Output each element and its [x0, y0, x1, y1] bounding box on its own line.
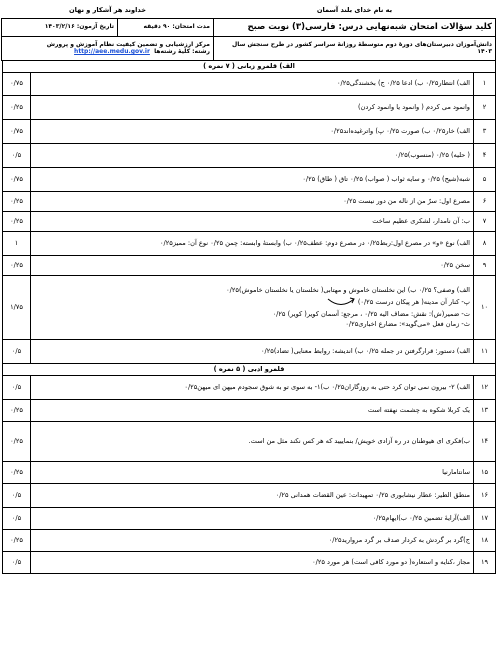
- page-title: کلید سؤالات امتحان شبه‌نهایی درس: فارسی(۳) نوبت صبح: [214, 18, 496, 36]
- score-cell: ۰/۵: [3, 507, 31, 529]
- score-cell: ۰/۵: [3, 143, 31, 167]
- center-block: [1, 36, 213, 60]
- website-link[interactable]: http://aee.medu.gov.ir: [74, 48, 150, 55]
- score-cell: ۰/۲۵: [3, 211, 31, 231]
- question-number: ۸: [474, 231, 496, 255]
- answer-key-sheet: [2, 2, 496, 642]
- question-number: ۴: [474, 143, 496, 167]
- arrow-curve-icon: [326, 296, 356, 308]
- question-number: ۵: [474, 167, 496, 191]
- question-number: ۱۲: [474, 375, 496, 399]
- question-number: ۱۴: [474, 421, 496, 461]
- sec-2-table: [2, 363, 496, 574]
- question-number: ۲: [474, 95, 496, 119]
- students-line: دانش‌آموزان دبیرستان‌های دورهٔ دوم متوسطهٔ روزانهٔ سراسر کشور در طرح سنجش سال ۱۴۰۳: [214, 36, 496, 60]
- answer-text: الف)آرایهٔ تضمین ۰/۲۵ ب)ایهام۰/۲۵: [31, 507, 474, 529]
- field-label: رشته: کلیهٔ رشته‌ها: [154, 48, 210, 55]
- answer-line: ث- زمان فعل «می‌گوید»: مضارع اخباری۰/۲۵: [345, 320, 470, 329]
- basmala: به نام خدای بلند آسمان: [316, 5, 393, 14]
- answer-line: ت- ضمیر(ش): نقش: مضاف الیه ۰/۲۵ ، مرجع: آسمان کویر( کویر) ۰/۲۵: [272, 309, 470, 318]
- score-cell: ۰/۷۵: [3, 119, 31, 143]
- score-cell: ۰/۲۵: [3, 399, 31, 421]
- exam-duration: مدت امتحان: ۹۰ دقیقه: [118, 18, 214, 36]
- score-cell: ۰/۲۵: [3, 191, 31, 211]
- question-number: ۷: [474, 211, 496, 231]
- score-cell: ۰/۵: [3, 483, 31, 507]
- answer-line: پ- کنار آن مدینه( هر پیکان درست ۰/۲۵): [357, 297, 470, 306]
- section-title: قلمرو ادبی ( ۵ نمره ): [3, 363, 496, 375]
- answer-text: الف) دستور: قرارگرفتن در جمله ۰/۲۵ ب) اندیشه: روابط معنایی( تضاد)۰/۲۵: [31, 339, 474, 363]
- answer-text: ( حلیه) ۰/۲۵ (منسوب)۰/۲۵: [31, 143, 474, 167]
- score-cell: ۰/۲۵: [3, 95, 31, 119]
- lord-line: خداوند هر آشکار و نهان: [69, 5, 146, 14]
- answer-text: الف) خار۰/۲۵ ب) صورت ۰/۲۵ پ) واترغیده‌اند۰/۲۵: [31, 119, 474, 143]
- answer-text-multi: [31, 275, 474, 339]
- question-number: ۱۹: [474, 551, 496, 573]
- score-cell: ۰/۷۵: [3, 72, 31, 95]
- score-cell: ۰/۵: [3, 375, 31, 399]
- answer-text: شبه(شیح) ۰/۲۵ و سایه ثواب ( صواب) ۰/۲۵ تاق ( طاق) ۰/۲۵: [31, 167, 474, 191]
- score-cell: ۰/۲۵: [3, 529, 31, 551]
- question-number: ۶: [474, 191, 496, 211]
- sec-1-table: [2, 60, 496, 364]
- question-number: ۱۸: [474, 529, 496, 551]
- answer-text: سخن ۰/۲۵: [31, 255, 474, 275]
- answer-line: ب)فکری ای هیوطنان در ره آزادی خویش/ بنماییید که هر کس نکند مثل من است.: [248, 436, 470, 445]
- score-cell: ۰/۲۵: [3, 461, 31, 483]
- answer-text: سانتامارنیا: [31, 461, 474, 483]
- answer-text: ب: آن نامدار، لشکری عظیم ساخت: [31, 211, 474, 231]
- question-number: ۱۱: [474, 339, 496, 363]
- answer-text-multi: [31, 421, 474, 461]
- score-cell: ۰/۲۵: [3, 421, 31, 461]
- score-cell: ۱/۷۵: [3, 275, 31, 339]
- question-number: ۱۰: [474, 275, 496, 339]
- exam-date: تاریخ آزمون: ۱۴۰۳/۲/۱۶: [1, 18, 117, 36]
- answer-text: منطق الطیر: عطار نیشابوری ۰/۲۵ تمهیدات: عین القضات همدانی ۰/۲۵: [31, 483, 474, 507]
- question-number: ۳: [474, 119, 496, 143]
- question-number: ۱۳: [474, 399, 496, 421]
- section-title: الف) قلمرو زبانی ( ۷ نمره ): [3, 60, 496, 72]
- answer-text: الف) نوع «و» در مصرع اول:ربط۰/۲۵ در مصرع دوم: عطف۰/۲۵ ب) وابستهٔ وابسته: چمن ۰/۲۵ نوع آن: ممیز۰/۲۵: [31, 231, 474, 255]
- answer-text: الف) ۲- بیرون نمی توان کرد حتی به روزگاران۰/۲۵ ب)۱- به سوی تو به شوق سجودم میهن ای میهن۰/۲۵: [31, 375, 474, 399]
- answer-text: ج)گرد بر گردش به کردار صدف بر گرد مروارید۰/۲۵: [31, 529, 474, 551]
- answer-text: وانمود می کردم ( وانمود یا وانمود کردن): [31, 95, 474, 119]
- question-number: ۱۵: [474, 461, 496, 483]
- question-number: ۱: [474, 72, 496, 95]
- score-cell: ۰/۵: [3, 551, 31, 573]
- question-number: ۱۷: [474, 507, 496, 529]
- center-name: مرکز ارزشیابی و تضمین کیفیت نظام آموزش و پرورش: [46, 40, 210, 48]
- score-cell: ۰/۵: [3, 339, 31, 363]
- answer-text: مصرع اول: سرّ من از ناله من دور نیست ۰/۲۵: [31, 191, 474, 211]
- answer-text: یک کربلا شکوه به چشمت نهفته است: [31, 399, 474, 421]
- answer-text: الف) انتظار۰/۲۵ ب) ادعا ۰/۲۵ ج) بخشندگی۰/۲۵: [31, 72, 474, 95]
- score-cell: ۰/۷۵: [3, 167, 31, 191]
- question-number: ۱۶: [474, 483, 496, 507]
- score-cell: ۰/۲۵: [3, 255, 31, 275]
- answer-line: الف) وصفی؟ ۰/۲۵ ب) این نخلستان خاموش و مهتابی( نخلستان یا نخلستان خاموش)۰/۲۵: [226, 285, 470, 294]
- header-table: [1, 2, 496, 61]
- answer-text: مجاز ،کنایه و استعاره( دو مورد کافی است) هر مورد ۰/۲۵: [31, 551, 474, 573]
- score-cell: ۱: [3, 231, 31, 255]
- question-number: ۹: [474, 255, 496, 275]
